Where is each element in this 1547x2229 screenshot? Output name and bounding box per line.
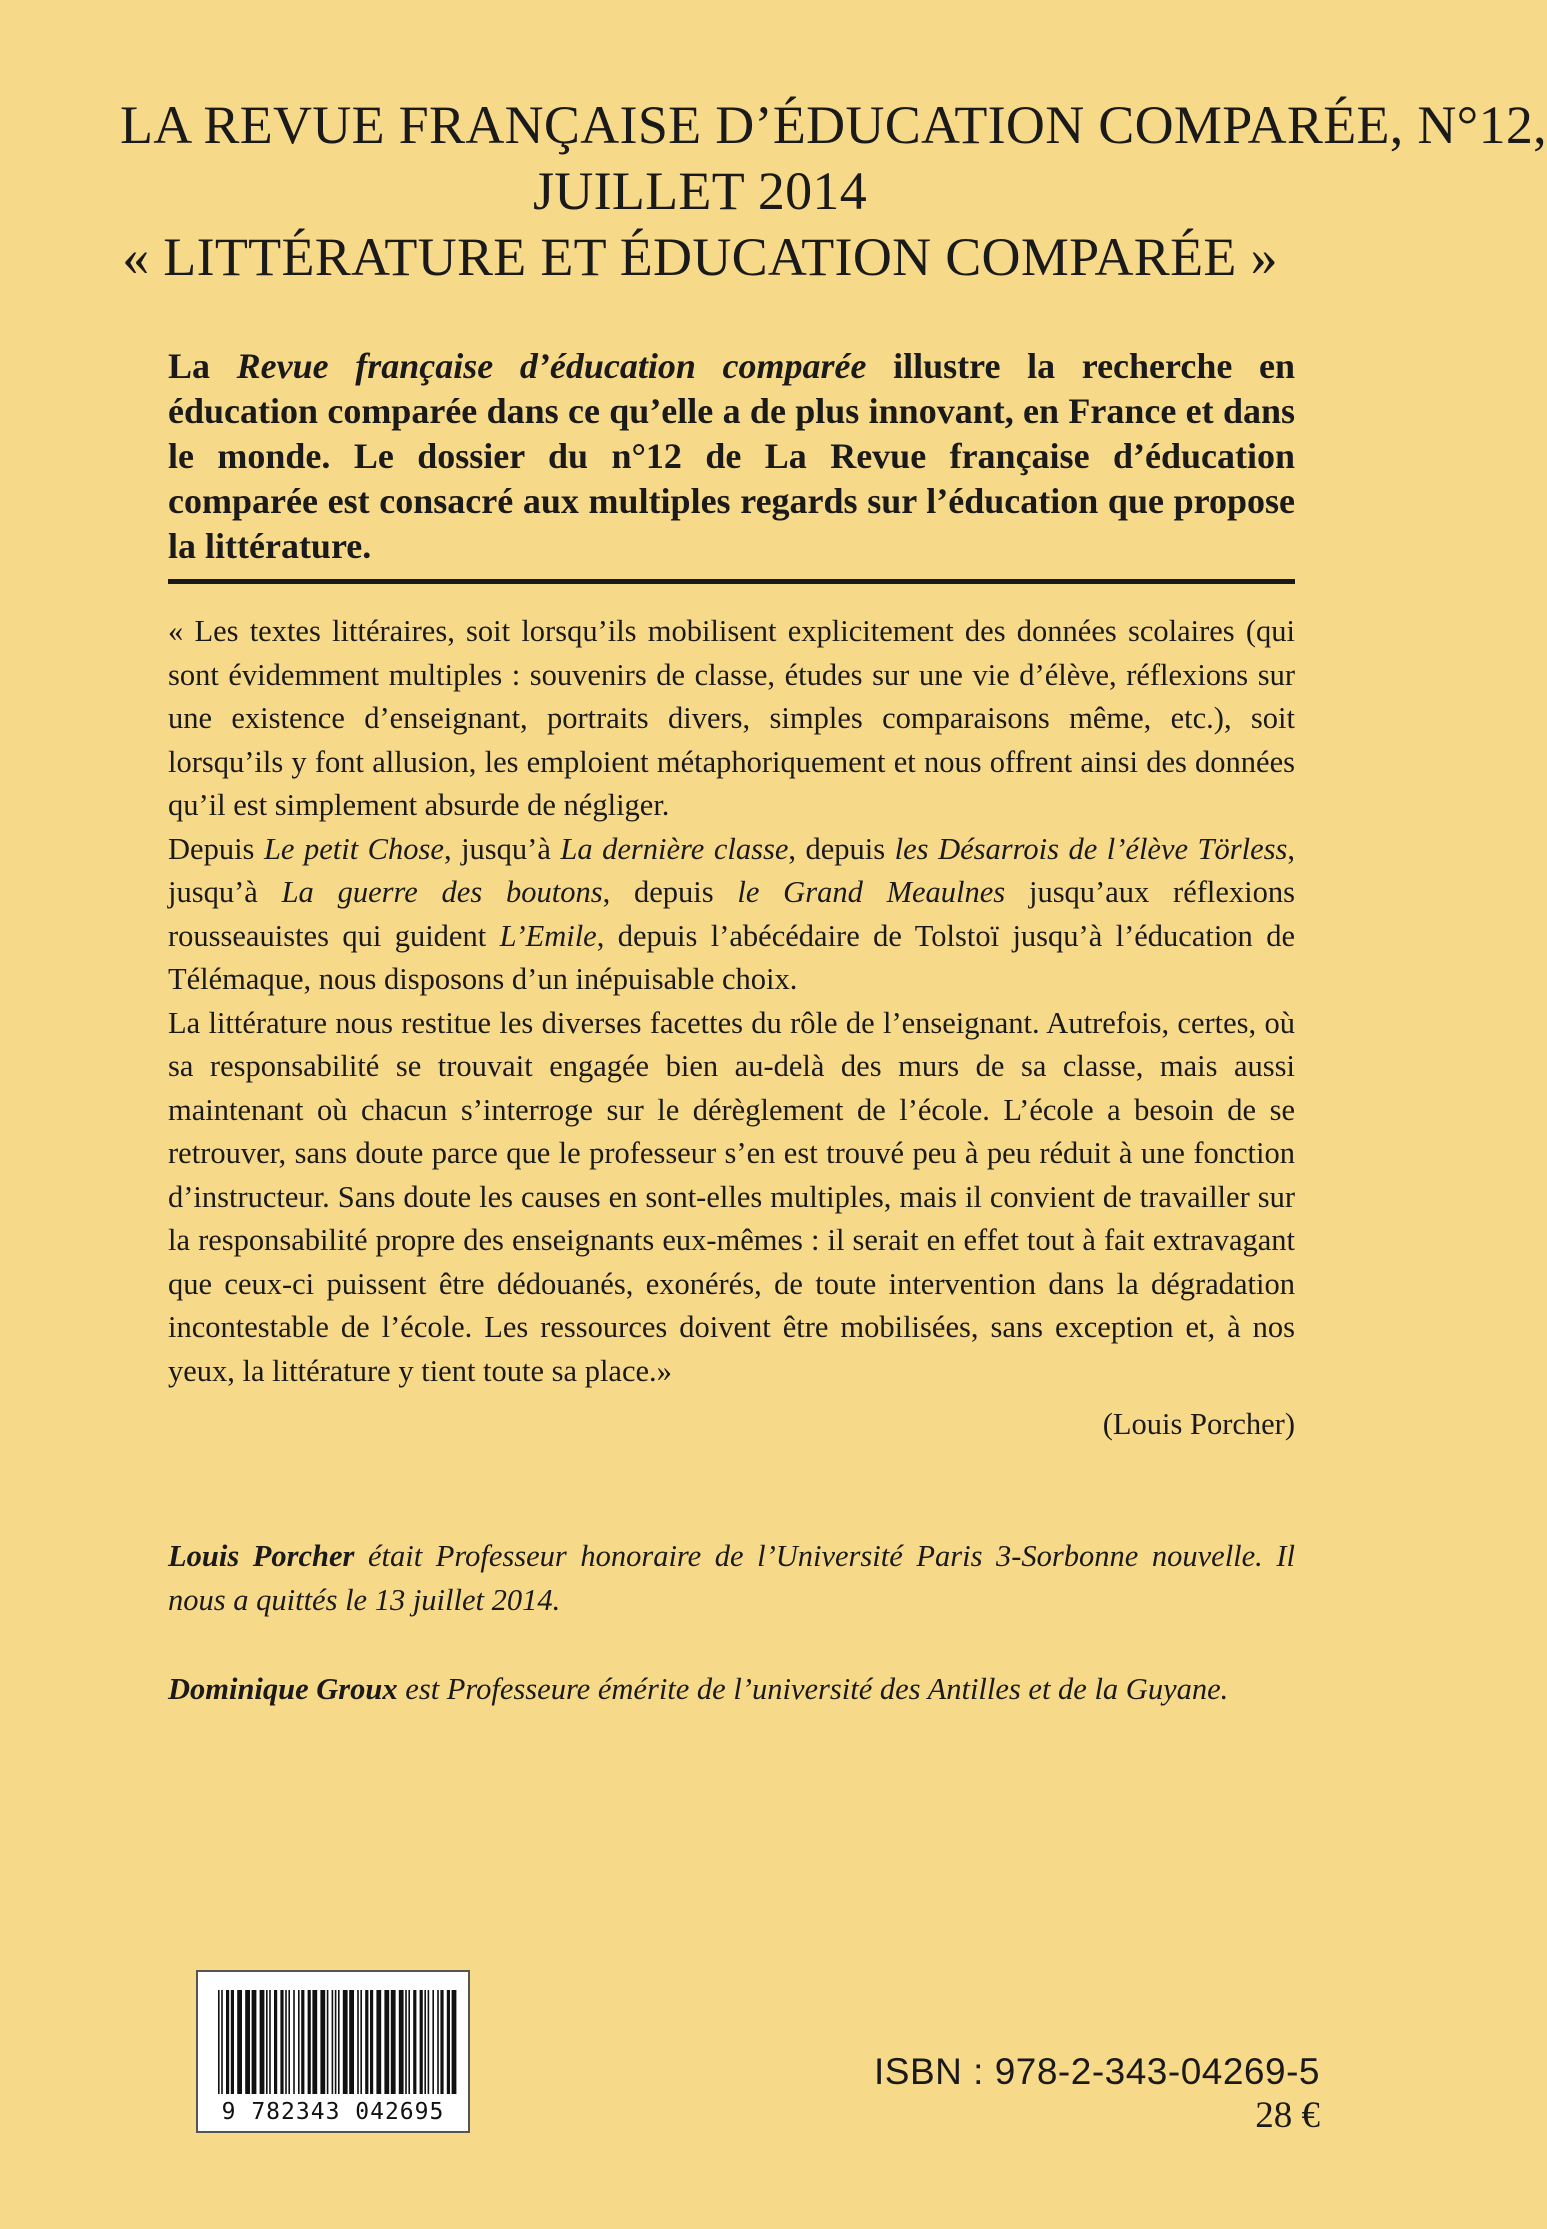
barcode-bar [413,1990,416,2094]
barcode-bar [420,1990,423,2094]
barcode-bar [440,1990,443,2094]
barcode-bar [301,1990,304,2094]
barcode-bar [357,1990,359,2094]
author-bio-porcher [168,1535,1295,1622]
barcode-bar [308,1990,311,2094]
barcode-bar [365,1990,368,2094]
barcode-bar [338,1990,340,2094]
barcode-bar [269,1990,271,2094]
barcode-bar [370,1990,373,2094]
title-line-3: « LITTÉRATURE ET ÉDUCATION COMPARÉE » [122,227,1278,287]
barcode-bar [221,1990,223,2094]
barcode-bar [327,1990,329,2094]
barcode-bar [452,1990,457,2094]
barcode-bar [343,1990,348,2094]
barcode-bar [274,1990,277,2094]
title-line-2: JUILLET 2014 [532,161,868,221]
quote-block [168,610,1295,1393]
work-title: les Désarrois de l’élève Törless [894,831,1288,866]
quote-paragraph-1: « Les textes littéraires, soit lorsqu’ils mobilisent explicitement des données scolaires (qui sont évidemment multiples : souvenirs de classe, études sur une vie d’élève, réflexions sur une existence d’enseignant, portraits divers, simples comparaisons même, etc.), soit lorsqu’ils y font allusion, les emploient métaphoriquement et nous offrent ainsi des données qu’il est simplement absurde de négliger. [168,614,1295,822]
barcode-bar [226,1990,229,2094]
barcode-bar [260,1990,265,2094]
barcode-bar [293,1990,295,2094]
work-title: Le petit Chose [263,831,444,866]
author-name: Dominique Groux [168,1672,398,1706]
barcode-bar [288,1990,290,2094]
barcode-bar [405,1990,407,2094]
barcode-bar [252,1990,257,2094]
quote-text: , depuis l’abécédaire de Tolstoï jusqu’à l’éducation de Télémaque, nous disposons d’un inépuisable choix. [168,918,1295,996]
author-bio-text: était Professeur honoraire de l’Université Paris 3-Sorbonne nouvelle. Il nous a quittés le 13 juillet 2014. [168,1539,1295,1617]
barcode-bar [231,1990,234,2094]
barcode-bar [245,1990,250,2094]
intro-review-name: Revue française d’éducation comparée [236,346,867,386]
barcode-bar [335,1990,337,2094]
barcode-bar [285,1990,287,2094]
barcode-bars [216,1990,454,2094]
barcode-bar [349,1990,354,2094]
quote-text: , jusqu’à [443,831,561,866]
barcode-bar [391,1990,396,2094]
quote-text: Depuis [168,831,264,866]
cover-title [120,92,1547,290]
work-title: le Grand Meaulnes [737,875,1006,909]
barcode-bar [280,1990,283,2094]
barcode-digits: 9 782343 042695 [221,2099,445,2125]
barcode-bar [320,1990,325,2094]
author-bio-text: est Professeure émérite de l’université des Antilles et de la Guyane. [397,1672,1229,1706]
work-title: La guerre des boutons [281,875,603,909]
work-title: La dernière classe [560,831,789,866]
quote-text: , jusqu’à [168,831,1295,909]
barcode-bar [428,1990,430,2094]
quote-paragraph-2 [168,828,1295,1002]
price: 28 € [1255,2095,1320,2136]
barcode-bar [424,1990,426,2094]
barcode-bar [447,1990,450,2094]
barcode-bar [298,1990,300,2094]
quote-text: jusqu’aux réflexions rousseauistes qui guident [168,875,1295,953]
title-line-1: LA REVUE FRANÇAISE D’ÉDUCATION COMPARÉE, N°12, [120,95,1547,155]
intro-lead: La [168,346,237,386]
quote-attribution: (Louis Porcher) [1102,1407,1295,1441]
quote-text: , depuis [788,831,895,866]
quote-paragraph-3: La littérature nous restitue les diverses facettes du rôle de l’enseignant. Autrefois, certes, où sa responsabilité se trouvait engagée bien au-delà des murs de sa classe, mais aussi maintenant où chacun s’interroge sur le dérèglement de l’école. L’école a besoin de se retrouver, sans doute parce que le professeur s’en est trouvé peu à peu réduit à une fonction d’instructeur. Sans doute les causes en sont-elles multiples, mais il convient de travailler sur la responsabilité propre des enseignants eux-mêmes : il serait en effet tout à fait extravagant que ceux-ci puissent être dédouanés, exonérés, de toute intervention dans la dégradation incontestable de l’école. Les ressources doivent être mobilisées, sans exception et, à nos yeux, la littérature y tient toute sa place.» [168,1005,1295,1388]
barcode-bar [384,1990,389,2094]
work-title: L’Emile [499,918,597,953]
barcode-bar [432,1990,434,2094]
author-bio-groux [168,1668,1295,1712]
intro-paragraph [168,344,1295,569]
section-divider [168,579,1295,584]
barcode-bar [408,1990,410,2094]
barcode-bar [237,1990,242,2094]
barcode-bar [399,1990,404,2094]
barcode-bar [332,1990,334,2094]
barcode-bar [437,1990,439,2094]
barcode-bar [312,1990,317,2094]
quote-text: , depuis [602,875,738,909]
barcode-bar [218,1990,220,2094]
barcode-bar [266,1990,268,2094]
barcode [196,1970,470,2133]
intro-rest: illustre la recherche en éducation comparée dans ce qu’elle a de plus innovant, en France et dans le monde. Le dossier du n°12 de La Revue française d’éducation comparée est consacré aux multiples regards sur l’éducation que propose la littérature. [168,346,1295,566]
isbn: ISBN : 978-2-343-04269-5 [874,2051,1320,2092]
barcode-bar [376,1990,381,2094]
barcode-bar [360,1990,362,2094]
author-name: Louis Porcher [168,1539,355,1573]
